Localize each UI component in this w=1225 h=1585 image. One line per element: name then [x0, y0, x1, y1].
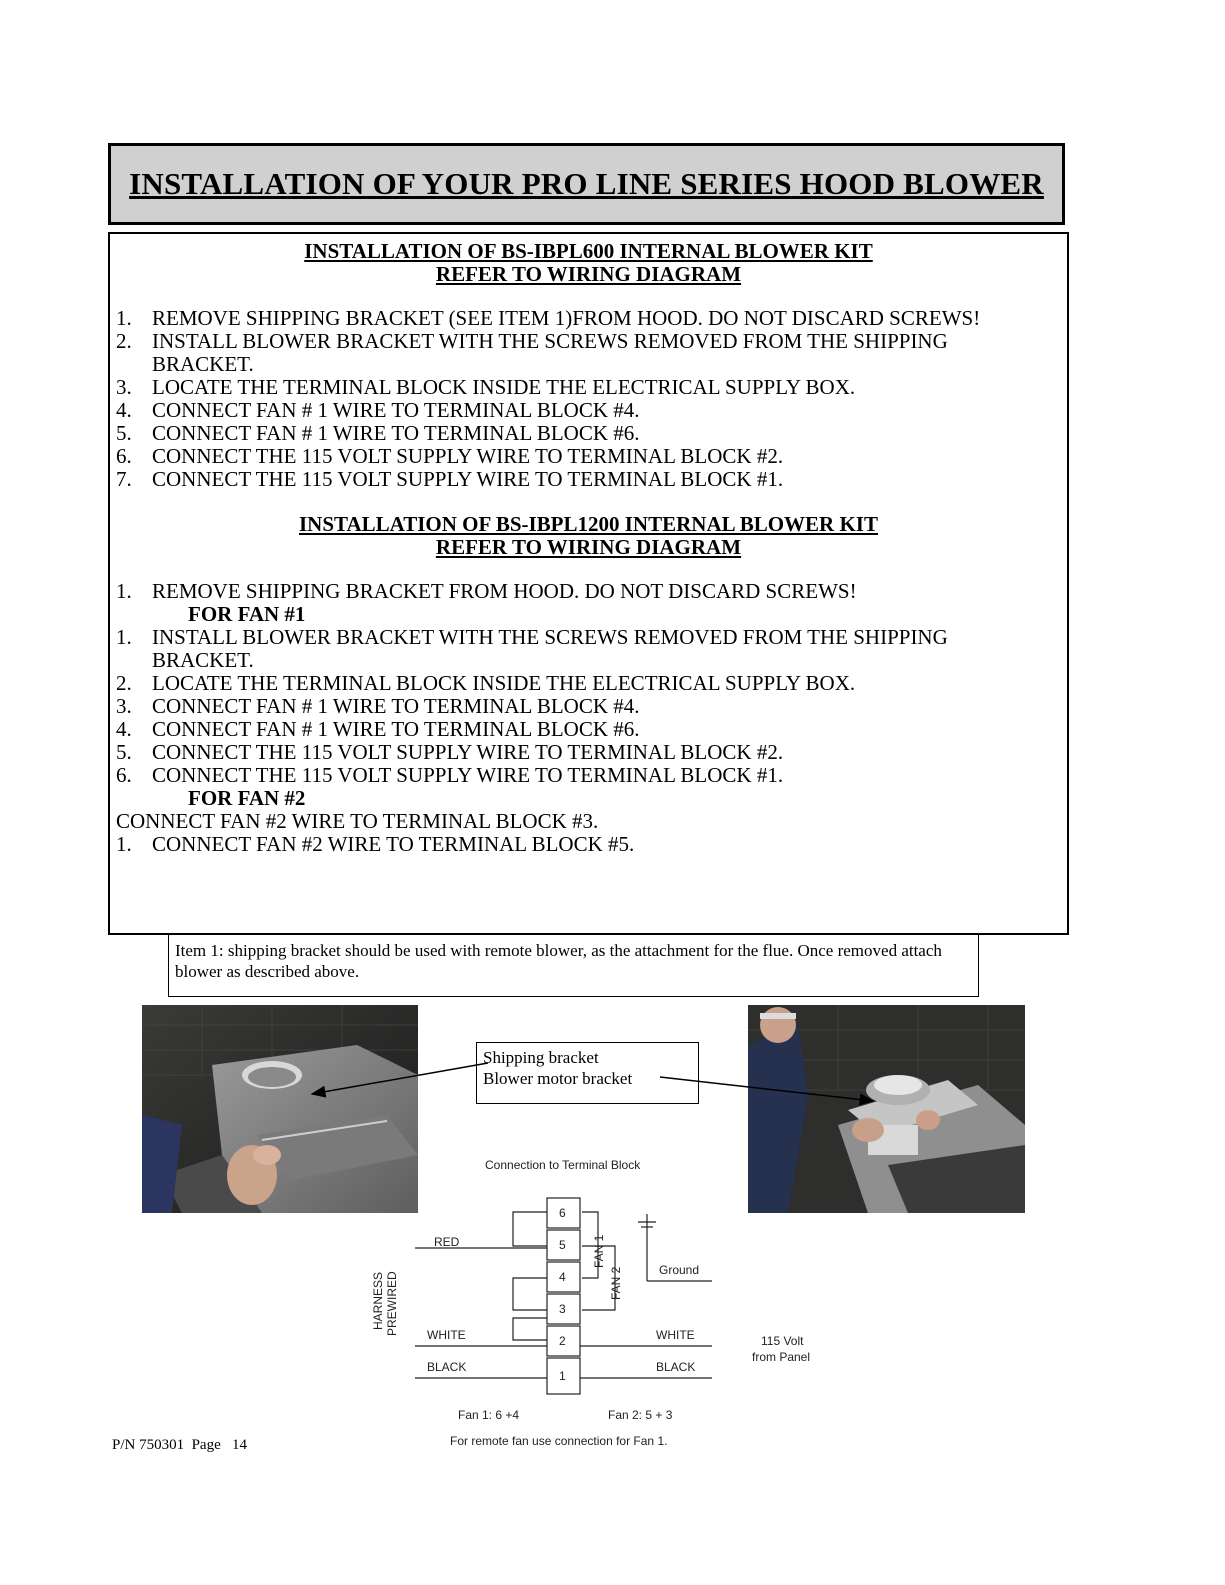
fan1-label: FAN 1	[592, 1234, 606, 1268]
arrow-to-blower-bracket	[660, 1077, 873, 1101]
list-item: 7. CONNECT THE 115 VOLT SUPPLY WIRE TO TERMINAL BLOCK #1.	[116, 467, 784, 491]
item1-note: Item 1: shipping bracket should be used with remote blower, as the attachment for the flue. Once removed attach blower as described above.	[168, 935, 979, 997]
list-item: 6. CONNECT THE 115 VOLT SUPPLY WIRE TO TERMINAL BLOCK #2.	[116, 444, 784, 468]
diagram-title: Connection to Terminal Block	[485, 1158, 641, 1172]
ground-label: Ground	[659, 1263, 700, 1277]
list-item: 3. LOCATE THE TERMINAL BLOCK INSIDE THE ELECTRICAL SUPPLY BOX.	[116, 375, 856, 399]
fan2-label: FOR FAN #2	[188, 786, 306, 810]
section2-heading: INSTALLATION OF BS-IBPL1200 INTERNAL BLOWER KIT	[299, 512, 878, 536]
black-right-label: BLACK	[656, 1360, 696, 1374]
list-item: 4. CONNECT FAN # 1 WIRE TO TERMINAL BLOCK #4.	[116, 398, 640, 422]
list-item: 5. CONNECT FAN # 1 WIRE TO TERMINAL BLOCK #6.	[116, 421, 640, 445]
list-item: 1. CONNECT FAN #2 WIRE TO TERMINAL BLOCK #5.	[116, 832, 635, 856]
list-item: 3. CONNECT FAN # 1 WIRE TO TERMINAL BLOCK #4.	[116, 694, 640, 718]
terminal-6: 6	[559, 1206, 566, 1220]
black-left-label: BLACK	[427, 1360, 467, 1374]
fan1-label: FOR FAN #1	[188, 602, 306, 626]
wiring-diagram	[360, 1150, 840, 1450]
white-right-label: WHITE	[656, 1328, 695, 1342]
callout-blower-motor-bracket: Blower motor bracket	[483, 1069, 633, 1088]
fan1-connection: Fan 1: 6 +4	[458, 1408, 520, 1422]
page-footer: P/N 750301 Page 14	[112, 1437, 247, 1453]
callout-shipping-bracket: Shipping bracket	[483, 1048, 599, 1067]
fan2-label: FAN 2	[609, 1266, 623, 1300]
terminal-2: 2	[559, 1334, 566, 1348]
terminal-3: 3	[559, 1302, 566, 1316]
supply-voltage-label: 115 Volt	[761, 1334, 804, 1348]
list-item: 1. INSTALL BLOWER BRACKET WITH THE SCREWS REMOVED FROM THE SHIPPING BRACKET.	[116, 625, 948, 672]
terminal-1: 1	[559, 1369, 566, 1383]
page-title: INSTALLATION OF YOUR PRO LINE SERIES HOOD BLOWER	[129, 166, 1044, 201]
list-item: 5. CONNECT THE 115 VOLT SUPPLY WIRE TO TERMINAL BLOCK #2.	[116, 740, 784, 764]
list-item: 6. CONNECT THE 115 VOLT SUPPLY WIRE TO TERMINAL BLOCK #1.	[116, 763, 784, 787]
harness-label: HARNESS	[371, 1271, 385, 1330]
section1-subheading: REFER TO WIRING DIAGRAM	[435, 262, 742, 286]
list-item: 2. INSTALL BLOWER BRACKET WITH THE SCREWS REMOVED FROM THE SHIPPING BRACKET.	[116, 329, 948, 376]
section1-heading: INSTALLATION OF BS-IBPL600 INTERNAL BLOWER KIT	[304, 239, 873, 263]
terminal-5: 5	[559, 1238, 566, 1252]
section2-subheading: REFER TO WIRING DIAGRAM	[435, 535, 742, 559]
remote-fan-note: For remote fan use connection for Fan 1.	[450, 1434, 668, 1448]
prewired-label: PREWIRED	[385, 1271, 399, 1336]
arrow-to-shipping-bracket	[312, 1063, 488, 1094]
supply-source-label: from Panel	[752, 1350, 811, 1364]
fan2-line: CONNECT FAN #2 WIRE TO TERMINAL BLOCK #3.	[116, 809, 599, 833]
white-left-label: WHITE	[427, 1328, 466, 1342]
terminal-4: 4	[559, 1270, 566, 1284]
list-item: 1. REMOVE SHIPPING BRACKET FROM HOOD. DO NOT DISCARD SCREWS!	[116, 579, 857, 603]
list-item: 4. CONNECT FAN # 1 WIRE TO TERMINAL BLOCK #6.	[116, 717, 640, 741]
list-item: 2. LOCATE THE TERMINAL BLOCK INSIDE THE ELECTRICAL SUPPLY BOX.	[116, 671, 856, 695]
list-item: 1. REMOVE SHIPPING BRACKET (SEE ITEM 1)FROM HOOD. DO NOT DISCARD SCREWS!	[116, 306, 981, 330]
red-wire-label: RED	[434, 1235, 460, 1249]
fan2-connection: Fan 2: 5 + 3	[608, 1408, 673, 1422]
